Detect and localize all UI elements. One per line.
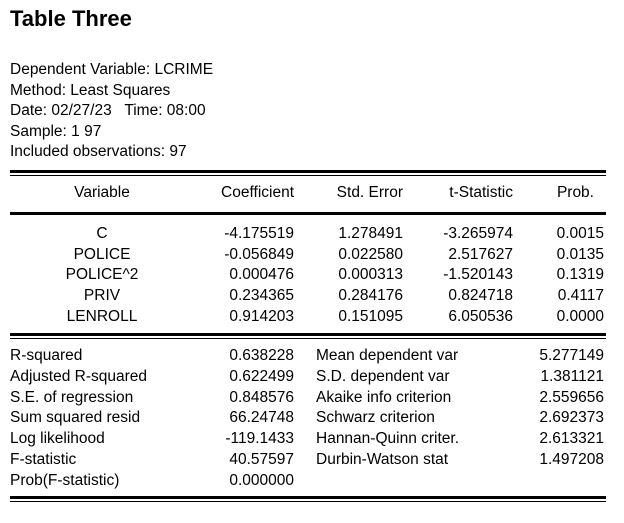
regression-metadata: [10, 60, 213, 163]
table-top-rule: [10, 170, 606, 173]
std-error-value: 0.284176: [338, 287, 403, 305]
std-error-value: 0.022580: [338, 245, 403, 263]
variable-name: POLICE: [73, 245, 131, 263]
section-divider: [10, 333, 606, 336]
stat-value: 0.848576: [229, 388, 294, 406]
std-error-value: 0.000313: [338, 266, 403, 284]
header-coefficient: Coefficient: [221, 184, 294, 201]
std-error-value: 0.151095: [338, 307, 403, 325]
stat-value: 2.559656: [539, 388, 604, 406]
table-bottom-rule-inner: [10, 501, 606, 502]
variable-name: LENROLL: [66, 307, 138, 325]
header-prob: Prob.: [556, 184, 594, 201]
stat-label: S.E. of regression: [10, 388, 134, 406]
variable-name: PRIV: [83, 287, 121, 305]
observations-line: Included observations: 97: [10, 143, 187, 160]
stat-value: 66.24748: [229, 409, 294, 427]
stat-value: 0.622499: [229, 367, 294, 385]
sample-line: Sample: 1 97: [10, 122, 102, 140]
stat-value: 2.692373: [539, 409, 604, 427]
prob-value: 0.0000: [556, 307, 604, 325]
stat-value: 0.000000: [229, 471, 294, 489]
t-statistic-value: -1.520143: [443, 266, 513, 284]
stat-label: Akaike info criterion: [316, 388, 452, 406]
coefficient-value: 0.234365: [229, 287, 294, 305]
t-statistic-value: 2.517627: [448, 245, 513, 263]
stat-label: F-statistic: [10, 451, 77, 468]
header-t-statistic: t-Statistic: [449, 184, 513, 201]
coefficient-value: -4.175519: [224, 225, 294, 242]
stat-label: Log likelihood: [10, 430, 105, 448]
stat-label: Prob(F-statistic): [10, 471, 120, 489]
header-std-error: Std. Error: [336, 184, 403, 201]
stat-label: Schwarz criterion: [316, 409, 435, 427]
stat-value: 1.497208: [539, 451, 604, 468]
variable-name: POLICE^2: [65, 266, 139, 284]
stat-label: R-squared: [10, 347, 83, 364]
prob-value: 0.0135: [556, 245, 604, 263]
coefficient-value: -0.056849: [224, 245, 294, 263]
table-bottom-rule: [10, 496, 606, 499]
header-divider: [10, 212, 606, 215]
stat-label: S.D. dependent var: [316, 367, 450, 385]
dependent-variable-line: Dependent Variable: LCRIME: [10, 61, 214, 78]
stat-value: 0.638228: [229, 347, 294, 364]
stat-value: 1.381121: [540, 367, 604, 385]
stat-label: Adjusted R-squared: [10, 367, 147, 385]
t-statistic-value: 0.824718: [448, 287, 513, 305]
header-variable: Variable: [74, 184, 130, 201]
method-line: Method: Least Squares: [10, 81, 171, 99]
prob-value: 0.4117: [557, 287, 604, 305]
coefficient-value: 0.000476: [229, 266, 294, 284]
stat-value: 5.277149: [539, 347, 604, 364]
stat-value: 2.613321: [539, 430, 604, 448]
table-top-rule-inner: [10, 175, 606, 176]
prob-value: 0.1319: [556, 266, 604, 284]
std-error-value: 1.278491: [338, 225, 403, 242]
stat-label: Mean dependent var: [316, 347, 459, 364]
variable-name: C: [96, 225, 108, 242]
prob-value: 0.0015: [556, 225, 604, 242]
section-divider-inner: [10, 338, 606, 339]
date-time-line: Date: 02/27/23 Time: 08:00: [10, 102, 206, 119]
stat-label: Durbin-Watson stat: [316, 451, 449, 468]
t-statistic-value: -3.265974: [443, 225, 513, 242]
stat-label: Sum squared resid: [10, 409, 141, 427]
t-statistic-value: 6.050536: [448, 307, 513, 325]
coefficient-value: 0.914203: [229, 307, 294, 325]
stat-label: Hannan-Quinn criter.: [316, 430, 460, 448]
page-title: Table Three: [10, 6, 132, 31]
stat-value: 40.57597: [229, 451, 294, 468]
stat-value: -119.1433: [225, 430, 294, 448]
